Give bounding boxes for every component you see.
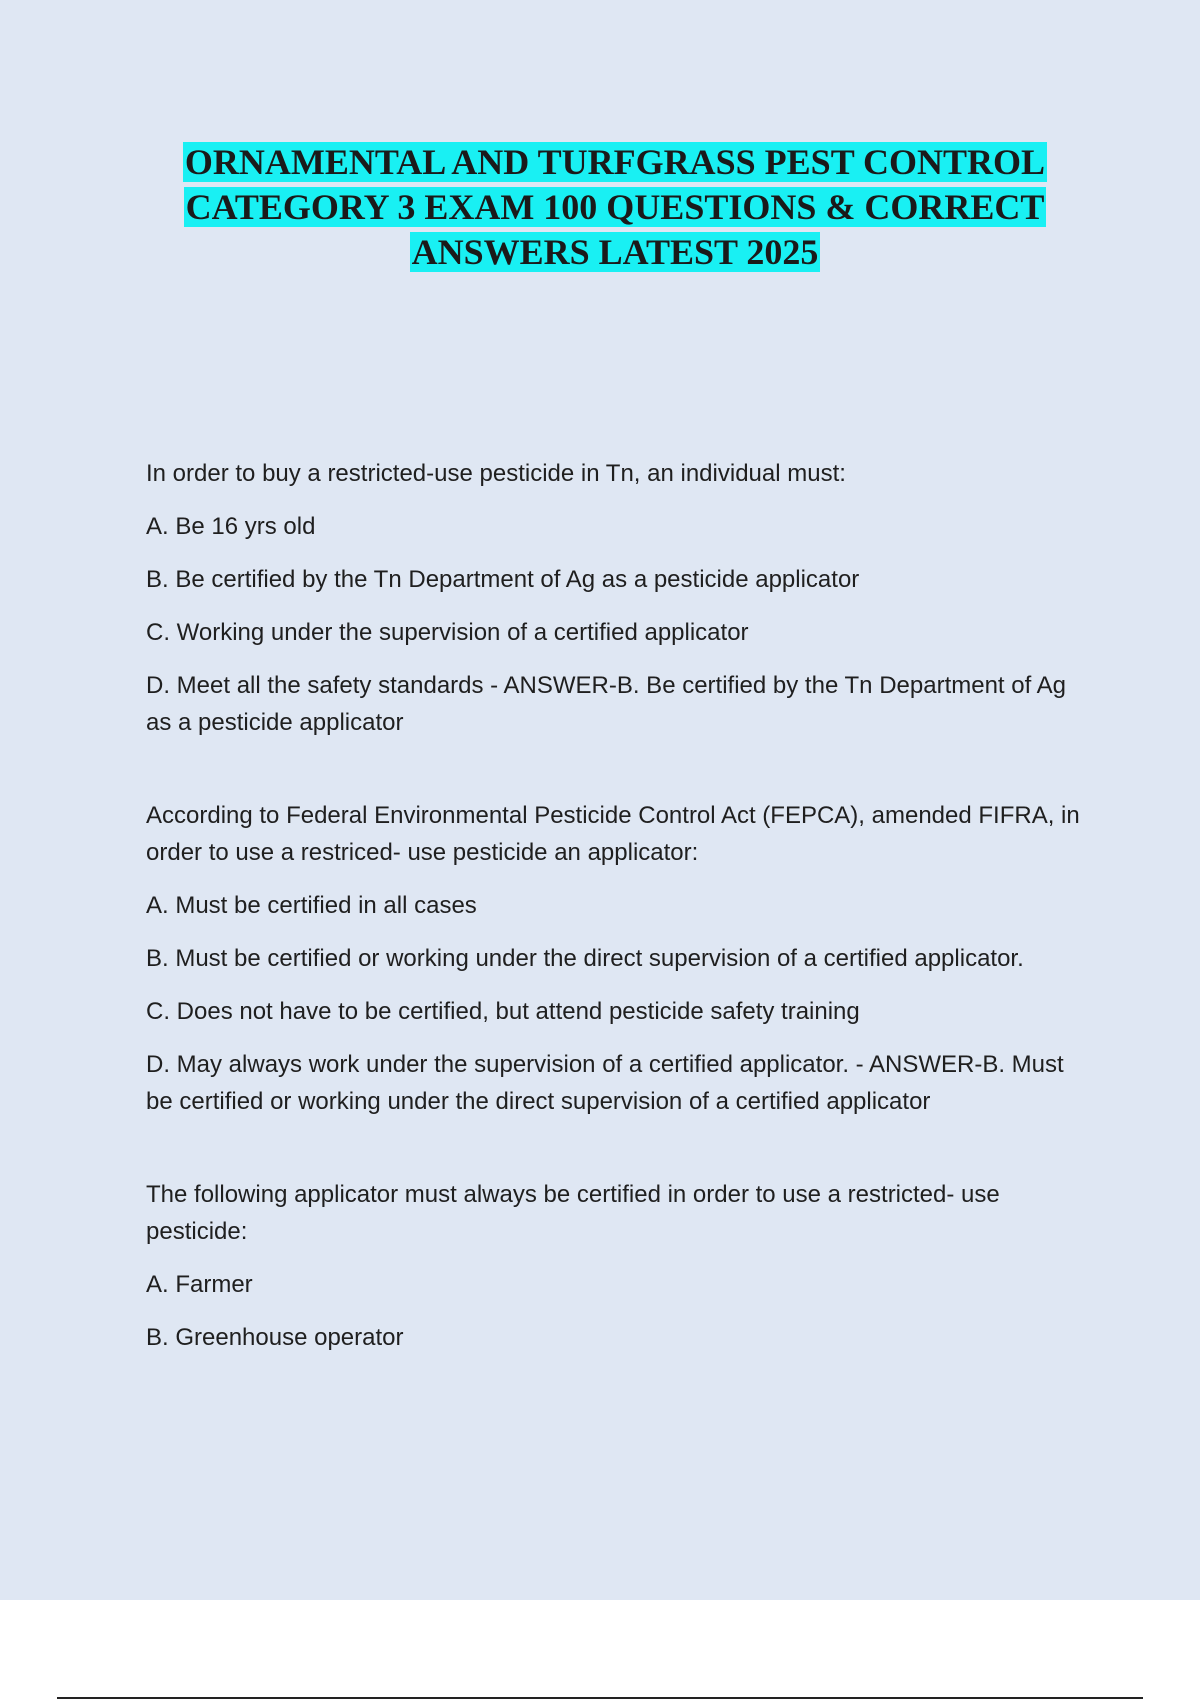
option-b: B. Must be certified or working under the direct supervision of a certified applicator.: [146, 945, 1024, 972]
option-d-answer: D. Meet all the safety standards - ANSWER-B. Be certified by the Tn Department of Ag as a pesticide applicator: [146, 672, 1066, 736]
questions-list: [146, 455, 1086, 1412]
footer-divider: [57, 1697, 1143, 1699]
option-b: B. Be certified by the Tn Department of Ag as a pesticide applicator: [146, 566, 860, 593]
option-d-answer: D. May always work under the supervision of a certified applicator. - ANSWER-B. Must be certified or working under the direct supervision of a certified applicator: [146, 1051, 1064, 1115]
question-text: According to Federal Environmental Pesticide Control Act (FEPCA), amended FIFRA, in order to use a restriced- use pesticide an applicator:: [146, 802, 1080, 866]
option-a: A. Be 16 yrs old: [146, 513, 316, 540]
option-c: C. Working under the supervision of a certified applicator: [146, 619, 749, 646]
question-block-1: [146, 455, 1086, 741]
option-a: A. Farmer: [146, 1271, 253, 1298]
option-a: A. Must be certified in all cases: [146, 892, 477, 919]
title-line-3: ANSWERS LATEST 2025: [411, 232, 819, 272]
question-block-3: [146, 1176, 1086, 1356]
option-c: C. Does not have to be certified, but attend pesticide safety training: [146, 998, 860, 1025]
question-text: The following applicator must always be certified in order to use a restricted- use pesticide:: [146, 1181, 1000, 1245]
title-line-1: ORNAMENTAL AND TURFGRASS PEST CONTROL: [184, 142, 1046, 182]
document-title: [150, 140, 1080, 275]
question-block-2: [146, 797, 1086, 1120]
question-text: In order to buy a restricted-use pesticide in Tn, an individual must:: [146, 460, 846, 487]
title-line-2: CATEGORY 3 EXAM 100 QUESTIONS & CORRECT: [185, 187, 1045, 227]
option-b: B. Greenhouse operator: [146, 1324, 404, 1351]
